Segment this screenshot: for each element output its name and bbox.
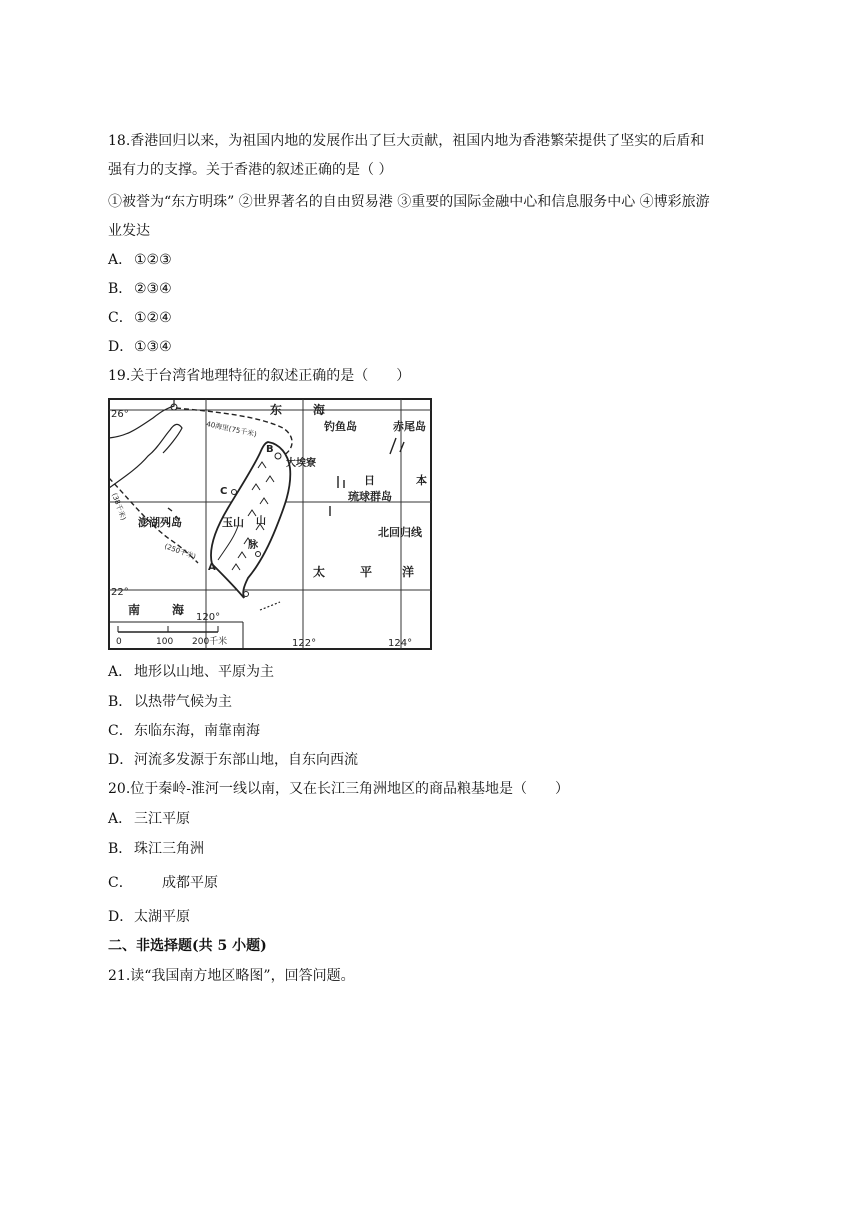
label-mountain: 山	[256, 516, 266, 527]
q18-items-line1: ①被誉为“东方明珠” ②世界著名的自由贸易港 ③重要的国际金融中心和信息服务中心 ④博彩旅游	[108, 194, 710, 210]
label-mountain2: 脉	[248, 540, 258, 551]
q20-stem: 20.位于秦岭-淮河一线以南，又在长江三角洲地区的商品粮基地是（ ）	[108, 781, 569, 797]
option-text: 以热带气候为主	[134, 694, 232, 710]
label-depth: 40海里(75千米)	[205, 420, 258, 439]
label-ri: 日	[364, 474, 375, 487]
label-yang: 洋	[402, 565, 415, 579]
lon-124: 124°	[388, 638, 413, 649]
option-letter: D．	[108, 752, 134, 768]
option-letter: C．	[108, 310, 133, 326]
option-letter: B．	[108, 841, 133, 857]
option-letter: D．	[108, 909, 134, 925]
q19-option-a[interactable]	[108, 662, 274, 682]
option-text: ②③④	[134, 281, 172, 297]
q18-items-line2: 业发达	[108, 223, 150, 239]
option-letter: A．	[108, 811, 133, 827]
label-a: A	[208, 562, 216, 573]
label-hai: 海	[172, 603, 185, 617]
option-text: 成都平原	[162, 875, 218, 891]
label-chiwei: 赤尾岛	[393, 420, 426, 433]
option-letter: C．	[108, 723, 133, 739]
label-ryukyu: 琉球群岛	[348, 490, 392, 503]
q20-option-b[interactable]	[108, 839, 204, 859]
label-b: B	[266, 444, 274, 455]
option-text: 三江平原	[134, 811, 190, 827]
label-depth2: (250千米)	[163, 542, 197, 562]
q18-stem-line1: 18.香港回归以来，为祖国内地的发展作出了巨大贡献，祖国内地为香港繁荣提供了坚实的后盾和	[108, 133, 705, 149]
q18-stem-line2: 强有力的支撑。关于香港的叙述正确的是（ ）	[108, 162, 393, 178]
q19-option-b[interactable]	[108, 692, 232, 712]
label-penghu: 澎湖列岛	[138, 516, 182, 529]
scale-0: 0	[116, 637, 122, 647]
option-text: 河流多发源于东部山地，自东向西流	[134, 752, 358, 768]
label-c: C	[220, 486, 228, 497]
scale-200: 200千米	[192, 637, 228, 647]
option-letter: B．	[108, 281, 133, 297]
q20-option-a[interactable]	[108, 809, 190, 829]
lat-22: 22°	[111, 587, 129, 598]
option-text: ①②④	[134, 310, 172, 326]
section2-heading: 二、非选择题(共 5 小题)	[108, 938, 267, 954]
taiwan-map	[108, 398, 432, 650]
option-text: 太湖平原	[134, 909, 190, 925]
lon-122: 122°	[292, 638, 317, 649]
label-tropic: 北回归线	[378, 526, 422, 539]
q18-option-c[interactable]	[108, 308, 172, 328]
label-depth3: (38千米)	[110, 491, 128, 522]
option-text: 东临东海，南靠南海	[134, 723, 260, 739]
label-nan: 南	[128, 603, 141, 617]
label-ping: 平	[360, 565, 373, 579]
label-ben: 本	[416, 474, 427, 487]
q20-option-d[interactable]	[108, 907, 190, 927]
q18-option-d[interactable]	[108, 337, 172, 357]
q21-stem: 21.读“我国南方地区略图”，回答问题。	[108, 968, 355, 984]
scale-100: 100	[156, 637, 174, 647]
q20-option-c[interactable]	[108, 873, 218, 893]
option-letter: A．	[108, 252, 133, 268]
label-tai: 太	[313, 565, 326, 579]
q19-option-c[interactable]	[108, 721, 260, 741]
label-east: 东	[270, 403, 283, 417]
option-text: ①②③	[134, 252, 172, 268]
option-letter: C．	[108, 875, 133, 891]
q18-option-a[interactable]	[108, 250, 172, 270]
q19-option-d[interactable]	[108, 750, 358, 770]
option-letter: D．	[108, 339, 134, 355]
label-sea: 海	[313, 403, 326, 417]
option-letter: B．	[108, 694, 133, 710]
lat-26: 26°	[111, 409, 129, 420]
q19-stem: 19.关于台湾省地理特征的叙述正确的是（ ）	[108, 368, 411, 384]
q18-option-b[interactable]	[108, 279, 172, 299]
option-text: 地形以山地、平原为主	[134, 664, 274, 680]
option-letter: A．	[108, 664, 133, 680]
label-yushan: 玉山	[222, 516, 244, 529]
label-daxishui: 大埃寮	[286, 458, 316, 469]
label-diaoyu: 钓鱼岛	[324, 420, 357, 433]
option-text: 珠江三角洲	[134, 841, 204, 857]
option-text: ①③④	[134, 339, 172, 355]
lon-120: 120°	[196, 612, 221, 623]
